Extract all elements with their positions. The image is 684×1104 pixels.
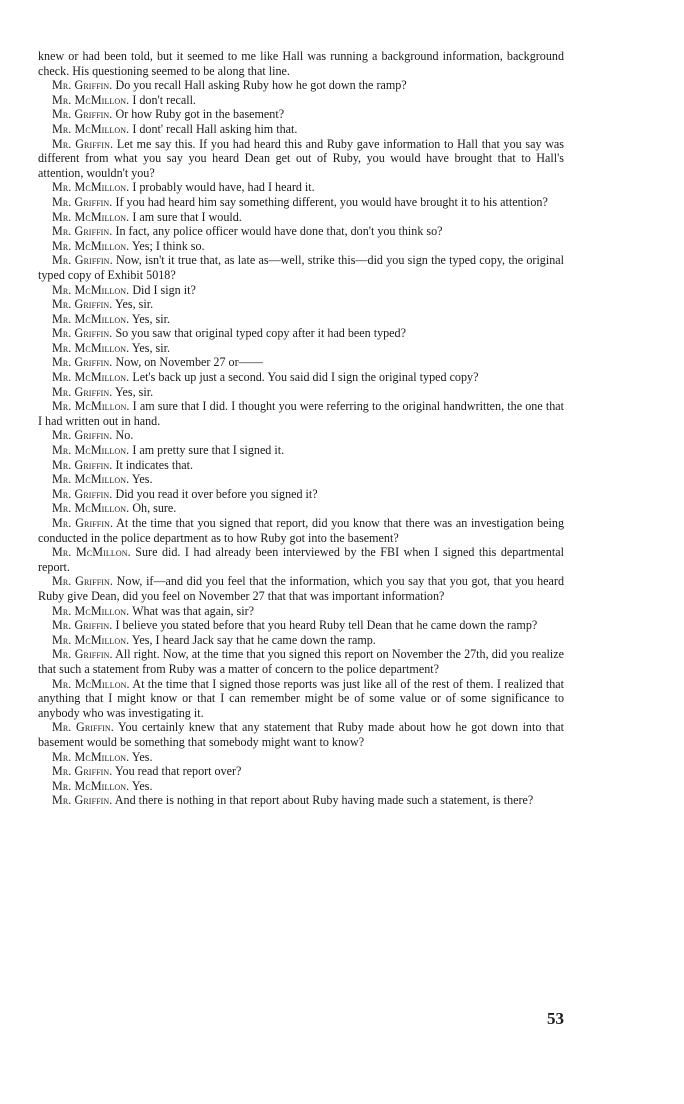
speaker-label: Mr. McMillon. (52, 282, 130, 297)
paragraph-text: No. (112, 428, 134, 443)
speaker-label: Mr. McMillon. (52, 238, 130, 253)
transcript-paragraph (38, 487, 564, 502)
speaker-label: Mr. Griffin. (52, 486, 113, 501)
paragraph-text: Now, on November 27 or—— (112, 355, 263, 370)
speaker-label: Mr. Griffin. (52, 253, 113, 268)
speaker-label: Mr. McMillon. (52, 632, 130, 647)
speaker-label: Mr. Griffin. (52, 428, 113, 443)
speaker-label: Mr. Griffin. (52, 457, 113, 472)
speaker-label: Mr. McMillon. (52, 311, 130, 326)
speaker-label: Mr. Griffin. (52, 764, 113, 779)
transcript-paragraph (38, 750, 564, 765)
transcript-paragraph (38, 137, 564, 181)
transcript-paragraph (38, 93, 564, 108)
transcript-paragraph (38, 312, 564, 327)
paragraph-text: So you saw that original typed copy after it had been typed? (112, 326, 406, 341)
speaker-label: Mr. Griffin. (52, 194, 113, 209)
transcript-paragraph (38, 793, 564, 808)
transcript-paragraph (38, 647, 564, 676)
paragraph-text: Let me say this. If you had heard this and Ruby gave information to Hall that you say was different from what you say you heard Dean get out of Ruby, you would have brought that to Hall's attention, wouldn't you? (38, 136, 565, 180)
transcript-paragraph (38, 604, 564, 619)
speaker-label: Mr. Griffin. (52, 326, 113, 341)
paragraph-text: I probably would have, had I heard it. (129, 180, 315, 195)
speaker-label: Mr. McMillon. (52, 472, 130, 487)
speaker-label: Mr. McMillon. (52, 370, 130, 385)
paragraph-text: Yes. (129, 472, 153, 487)
transcript-paragraph (38, 122, 564, 137)
transcript-body (38, 49, 564, 808)
speaker-label: Mr. Griffin. (52, 647, 113, 662)
transcript-paragraph (38, 253, 564, 282)
transcript-paragraph (38, 107, 564, 122)
speaker-label: Mr. Griffin. (52, 384, 113, 399)
transcript-paragraph (38, 618, 564, 633)
transcript-paragraph (38, 574, 564, 603)
paragraph-text: You read that report over? (112, 764, 242, 779)
speaker-label: Mr. McMillon. (52, 749, 130, 764)
transcript-paragraph (38, 399, 564, 428)
paragraph-text: Yes, sir. (129, 340, 170, 355)
speaker-label: Mr. McMillon. (52, 209, 130, 224)
speaker-label: Mr. McMillon. (52, 92, 130, 107)
paragraph-text: At the time that you signed that report, did you know that there was an investigation being conducted in the police department as to how Ruby got into the basement? (38, 516, 564, 545)
paragraph-text: I am pretty sure that I signed it. (129, 443, 285, 458)
transcript-paragraph (38, 180, 564, 195)
paragraph-text: I believe you stated before that you heard Ruby tell Dean that he came down the ramp? (112, 618, 538, 633)
speaker-label: Mr. McMillon. (52, 399, 130, 414)
paragraph-text: All right. Now, at the time that you signed this report on November the 27th, did you realize that such a statement from Ruby was a matter of concern to the police department? (38, 647, 564, 676)
transcript-paragraph (38, 210, 564, 225)
page-number: 53 (547, 1009, 564, 1028)
speaker-label: Mr. Griffin. (52, 720, 114, 735)
paragraph-text: Yes, sir. (112, 297, 154, 312)
transcript-paragraph (38, 501, 564, 516)
paragraph-text: If you had heard him say something different, you would have brought it to his attention? (112, 194, 548, 209)
transcript-paragraph (38, 443, 564, 458)
transcript-paragraph (38, 720, 564, 749)
paragraph-text: And there is nothing in that report about Ruby having made such a statement, is there? (112, 793, 534, 808)
transcript-paragraph (38, 224, 564, 239)
paragraph-text: Yes, sir. (112, 384, 154, 399)
transcript-paragraph (38, 472, 564, 487)
paragraph-text: Do you recall Hall asking Ruby how he got down the ramp? (112, 78, 407, 93)
speaker-label: Mr. Griffin. (52, 355, 113, 370)
transcript-paragraph (38, 764, 564, 779)
paragraph-text: Oh, sure. (129, 501, 177, 516)
paragraph-text: I am sure that I would. (129, 209, 242, 224)
transcript-paragraph (38, 677, 564, 721)
transcript-paragraph (38, 341, 564, 356)
paragraph-text: Yes, I heard Jack say that he came down the ramp. (129, 632, 376, 647)
transcript-paragraph (38, 239, 564, 254)
speaker-label: Mr. Griffin. (52, 224, 113, 239)
transcript-paragraph (38, 49, 564, 78)
transcript-paragraph (38, 633, 564, 648)
speaker-label: Mr. McMillon. (52, 676, 130, 691)
speaker-label: Mr. McMillon. (52, 443, 130, 458)
transcript-paragraph (38, 326, 564, 341)
transcript-paragraph (38, 428, 564, 443)
paragraph-text: Did I sign it? (129, 282, 196, 297)
paragraph-text: Let's back up just a second. You said did I sign the original typed copy? (129, 370, 479, 385)
paragraph-text: Or how Ruby got in the basement? (112, 107, 285, 122)
paragraph-text: Sure did. I had already been interviewed by the FBI when I signed this departmental report. (38, 545, 564, 574)
paragraph-text: Did you read it over before you signed it? (112, 486, 318, 501)
speaker-label: Mr. Griffin. (52, 107, 113, 122)
transcript-paragraph (38, 545, 564, 574)
speaker-label: Mr. Griffin. (52, 136, 114, 151)
paragraph-text: I don't recall. (129, 92, 196, 107)
speaker-label: Mr. Griffin. (52, 574, 114, 589)
paragraph-text: Yes. (129, 749, 153, 764)
transcript-paragraph (38, 78, 564, 93)
paragraph-text: Now, if—and did you feel that the information, which you say that you got, that you heard Ruby give Dean, did you feel on November 27 that that was important information? (38, 574, 564, 603)
paragraph-text: In fact, any police officer would have done that, don't you think so? (112, 224, 443, 239)
transcript-paragraph (38, 297, 564, 312)
paragraph-text: It indicates that. (112, 457, 194, 472)
paragraph-text: Now, isn't it true that, as late as—well, strike this—did you sign the typed copy, the original typed copy of Exhibit 5018? (38, 253, 564, 282)
paragraph-text: At the time that I signed those reports was just like all of the rest of them. I realized that anything that I might know or that I can remember might be of some value or of some significance to anybody who was investigating it. (38, 676, 564, 720)
speaker-label: Mr. Griffin. (52, 516, 114, 530)
paragraph-text: You certainly knew that any statement that Ruby made about how he got down into that basement would be something that somebody might want to know? (38, 720, 564, 749)
speaker-label: Mr. McMillon. (52, 180, 130, 195)
paragraph-text: Yes; I think so. (129, 238, 205, 253)
paragraph-text: I am sure that I did. I thought you were referring to the original handwritten, the one that I had written out in hand. (38, 399, 565, 428)
speaker-label: Mr. Griffin. (52, 297, 113, 312)
paragraph-text: Yes, sir. (129, 311, 170, 326)
speaker-label: Mr. Griffin. (52, 78, 113, 93)
speaker-label: Mr. McMillon. (52, 778, 130, 793)
speaker-label: Mr. McMillon. (52, 603, 130, 618)
transcript-paragraph (38, 516, 564, 545)
transcript-paragraph (38, 355, 564, 370)
speaker-label: Mr. McMillon. (52, 340, 130, 355)
speaker-label: Mr. Griffin. (52, 618, 113, 633)
speaker-label: Mr. McMillon. (52, 121, 130, 136)
transcript-paragraph (38, 458, 564, 473)
speaker-label: Mr. Griffin. (52, 793, 113, 808)
paragraph-text: I dont' recall Hall asking him that. (129, 121, 298, 136)
transcript-paragraph (38, 385, 564, 400)
transcript-paragraph (38, 779, 564, 794)
paragraph-text: knew or had been told, but it seemed to me like Hall was running a background information, background check. His questioning seemed to be along that line. (38, 49, 564, 78)
transcript-paragraph (38, 370, 564, 385)
paragraph-text: What was that again, sir? (129, 603, 255, 618)
speaker-label: Mr. McMillon. (52, 501, 130, 516)
transcript-paragraph (38, 195, 564, 210)
paragraph-text: Yes. (129, 778, 153, 793)
transcript-paragraph (38, 283, 564, 298)
speaker-label: Mr. McMillon. (52, 545, 131, 560)
